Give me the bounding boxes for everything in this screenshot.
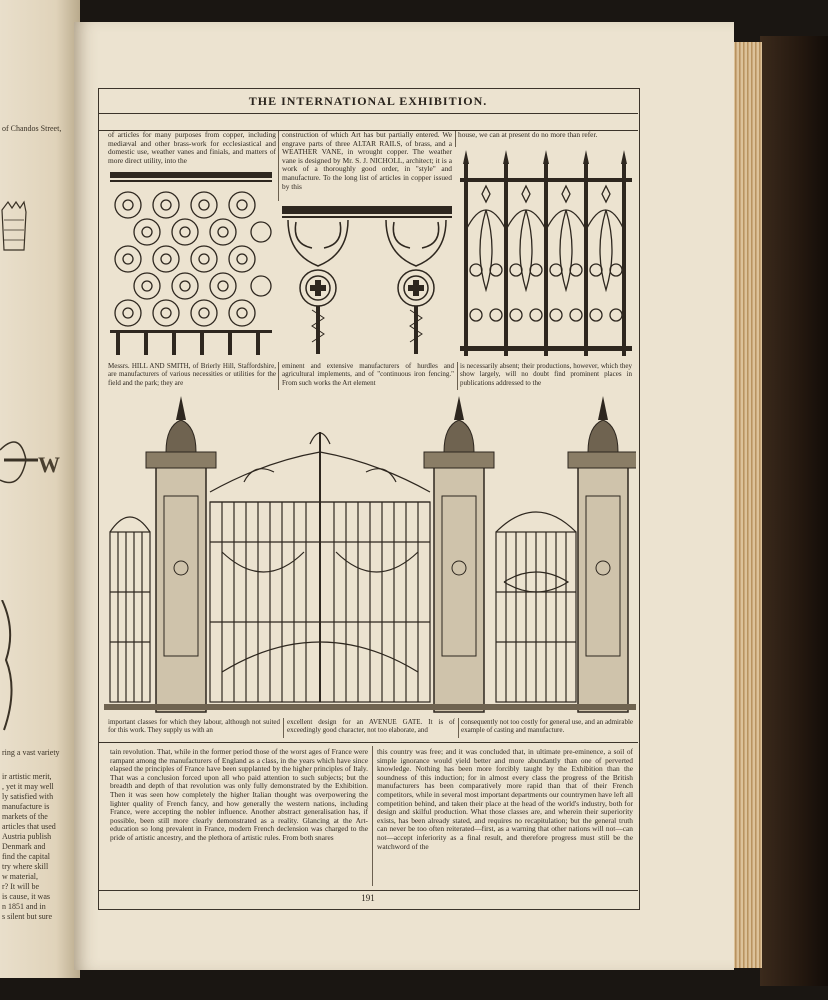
column-divider <box>283 718 284 738</box>
page-number: 191 <box>361 893 375 903</box>
left-page-fragment: manufacture is <box>2 802 50 811</box>
left-page-fragment: Denmark and <box>2 842 46 851</box>
altar-rail-left-engraving <box>108 170 274 358</box>
left-page-fragment: try where skill <box>2 862 49 871</box>
caption-text: is necessarily absent; their productions, however, which they show largely, will no doubt find prominent places in publications addressed to the <box>460 362 632 387</box>
caption-text: eminent and extensive manufacturers of hurdles and agricultural implements, and of "continuous iron fencing." From such works the Art element <box>282 362 454 387</box>
left-page-fragment: of Chandos Street, <box>2 124 62 133</box>
left-page-fragment: Austria publish <box>2 832 52 841</box>
left-page-fragment: markets of the <box>2 812 48 821</box>
top-column-text: house, we can at present do no more than refer. <box>458 131 598 139</box>
footer-rule <box>98 890 638 891</box>
column-divider <box>372 746 373 886</box>
left-page-fragment: find the capital <box>2 852 50 861</box>
left-page-fragment: s silent but sure <box>2 912 52 921</box>
header-rule <box>98 113 638 114</box>
book-cover-edge <box>760 36 828 986</box>
section-rule <box>98 742 638 743</box>
left-page-fragment: ly satisfied with <box>2 792 54 801</box>
left-page-fragment: w material, <box>2 872 38 881</box>
left-page-fragment: ring a vast variety <box>2 748 60 757</box>
body-column-text: tain revolution. That, while in the former period those of the worst ages of France were rampant among the manufacturers of England as a class, in the years which have since elapsed the principles of France have been supplanted by the higher principles of Italy. That was a conclusion forced upon all who paid attention to such subjects; but the breadth and depth of that revolution was only fully demonstrated by the Exhibition. Then it was seen how completely the higher Italian thought was overpowering the lighter quality of French fancy, and how generally the western nations, including France, were accepting the nobler influence. Another abstract generalisation has, if possible, been still more clearly demonstrated as a reality. Glancing at the Art-education so long prevalent in France, modern French declension was charged to the pride of artistic ancestry, and the plethora of artistic rules. From both snares <box>110 748 368 842</box>
left-page <box>0 0 80 978</box>
top-column-text: of articles for many purposes from copper, including mediæval and other brass-work for ecclesiastical and domestic use, weather vanes and finials, and matters of more direct utility, into the <box>108 131 276 165</box>
left-page-fragment: r? It will be <box>2 882 40 891</box>
weather-vane-screen-engraving <box>460 150 632 358</box>
top-column-text: construction of which Art has but partially entered. We engrave parts of three ALTAR RAILS, of brass, and a WEATHER VANE, in wrought copper. The weather vane is designed by Mr. S. J. NICHOLL, architect; it is a work of a thoroughly good order, in "style" and manufacture. To the long list of articles in copper issued by this <box>282 131 452 191</box>
left-page-fragment: n 1851 and in <box>2 902 46 911</box>
body-column-text: this country was free; and it was concluded that, in ultimate pre-eminence, a soil of simple ignorance would yield better and more abundantly than one of perverted knowledge. Nothing has been more forcibly taught by the Exhibition than the soundness of this induction; for in almost every class the progress of the British manufacturers has been comparatively more rapid than that of their French competitors, while in several most important departments our countrymen have left all competition behind, and taken their place at the head of the world's industry, both for design and skilful production. What those classes are, and wherein their superiority exists, has been already stated, and requires no recapitulation; but the general truth can never be too often reiterated—first, as a warning that other nations will not—can not—accept inferiority as a final result, and therefore progress must still be the watchword of the <box>377 748 633 851</box>
caption-text: excellent design for an AVENUE GATE. It is of exceedingly good character, not too elaborate, and <box>287 718 455 735</box>
caption-text: Messrs. HILL AND SMITH, of Brierly Hill, Staffordshire, are manufacturers of various necessities or utilities for the field and the park; they are <box>108 362 276 387</box>
left-page-fragment: ir artistic merit, <box>2 772 52 781</box>
left-page-engraving-bottom <box>0 600 22 740</box>
altar-rail-middle-engraving <box>282 204 452 358</box>
caption-text: important classes for which they labour, although not suited for this work. They supply us with an <box>108 718 280 735</box>
left-page-engraving-middle <box>0 430 40 510</box>
column-divider <box>455 131 456 147</box>
left-page-fragment: articles that used <box>2 822 56 831</box>
caption-text: consequently not too costly for general use, and an admirable example of casting and manufacture. <box>461 718 633 735</box>
column-divider <box>278 131 279 201</box>
avenue-gate-engraving <box>104 392 636 716</box>
page-title: THE INTERNATIONAL EXHIBITION. <box>248 94 488 108</box>
left-page-initial: W <box>38 452 60 477</box>
left-page-fragment: , yet it may well <box>2 782 54 791</box>
left-page-fragment: is cause, it was <box>2 892 50 901</box>
column-divider <box>457 362 458 390</box>
left-page-engraving-top <box>0 200 30 266</box>
column-divider <box>458 718 459 738</box>
column-divider <box>278 362 279 390</box>
